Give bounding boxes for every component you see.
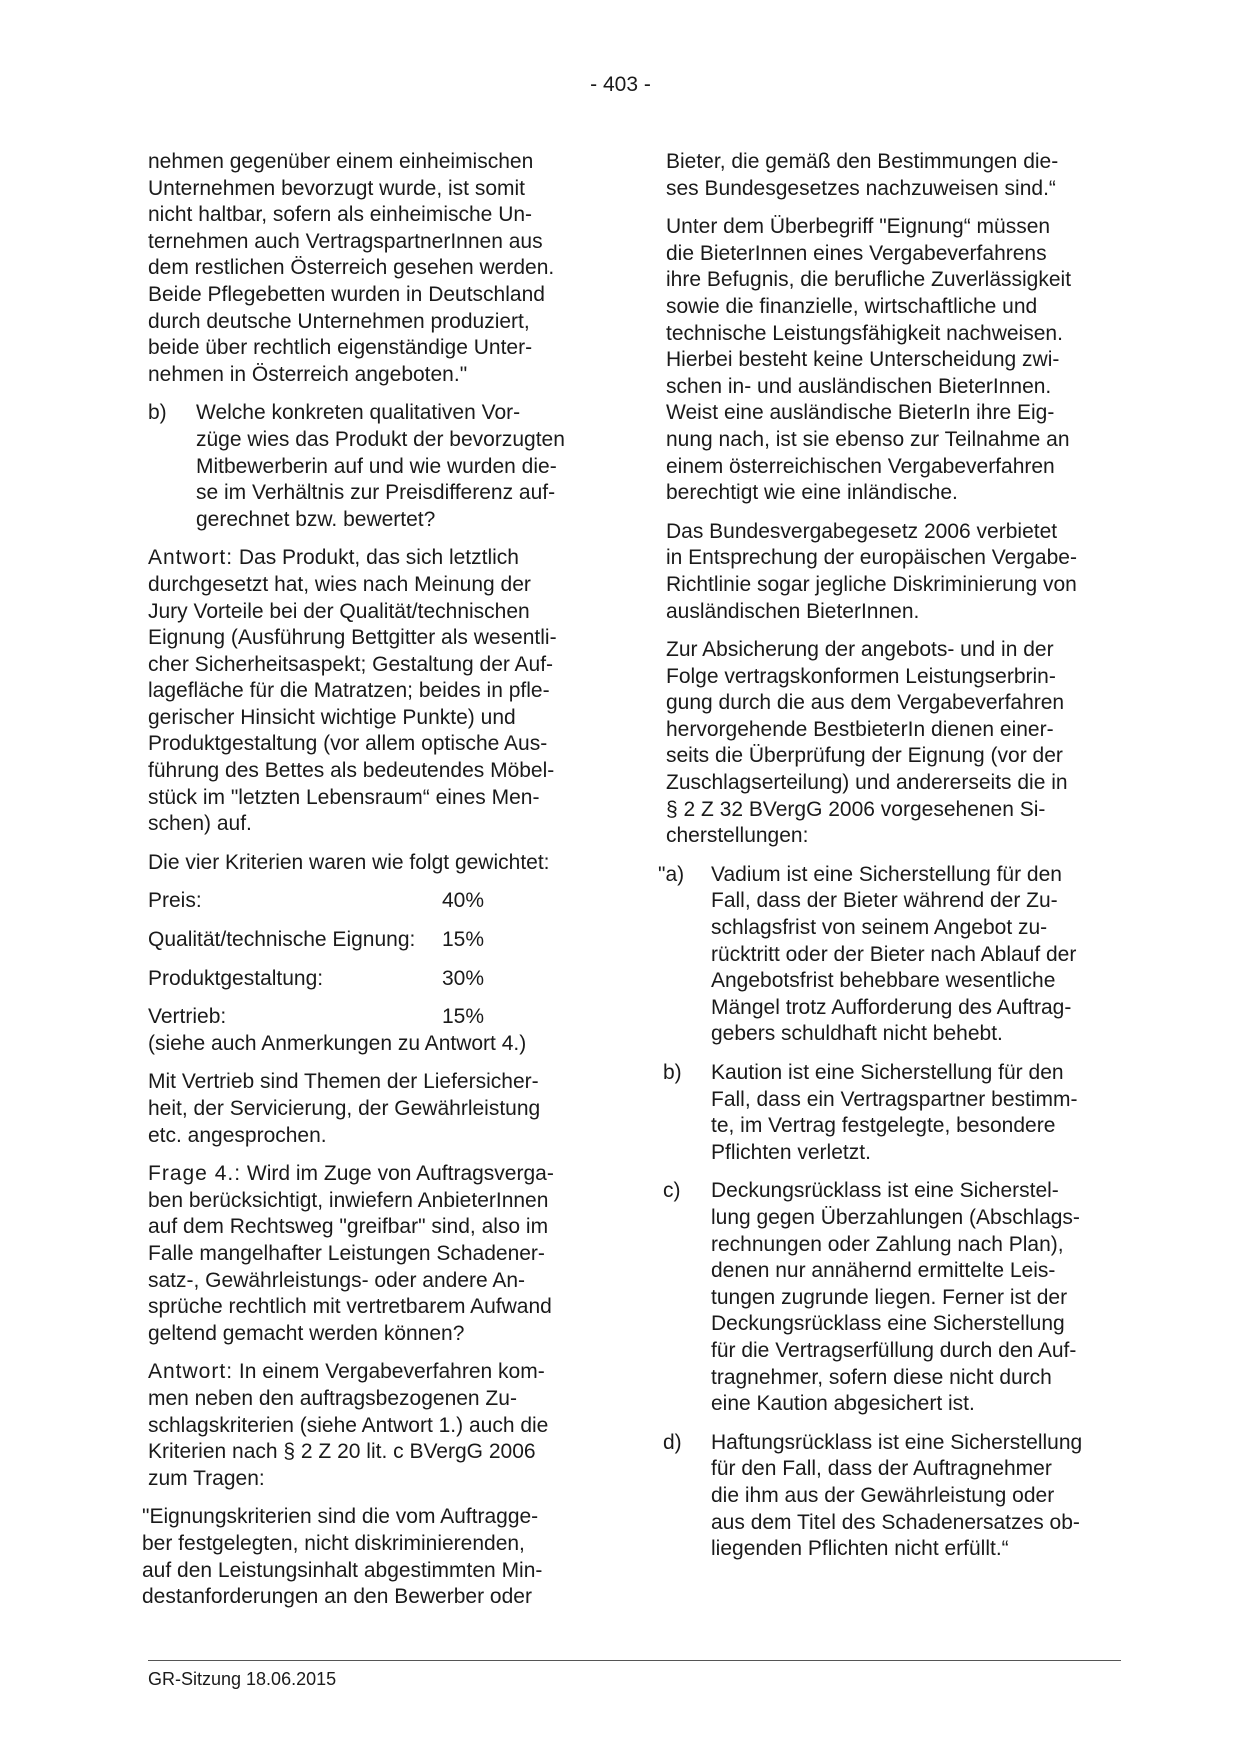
criteria-row (148, 966, 600, 993)
answer-paragraph (148, 1359, 600, 1492)
list-marker: d) (663, 1430, 682, 1454)
answer-label: Antwort: (148, 1360, 234, 1384)
question-text: Wird im Zuge von Auftragsverga- ben berücksichtigt, inwiefern AnbieterInnen auf dem Rechtsweg "greifbar" sind, also im Falle mangelhafter Leistungen Schadener- satz-, Gewährleistungs- oder andere An- sprüche rechtlich mit vertretbarem Aufwand geltend gemacht werden können? (148, 1162, 554, 1345)
criteria-intro: Die vier Kriterien waren wie folgt gewichtet: (148, 850, 550, 874)
question-paragraph (148, 1161, 600, 1347)
answer-paragraph (148, 545, 600, 838)
criteria-label: Preis: (148, 889, 202, 913)
criteria-note: (siehe auch Anmerkungen zu Antwort 4.) (148, 1031, 527, 1055)
answer-text: In einem Vergabeverfahren kom- men neben den auftragsbezogenen Zu- schlagskriterien (siehe Antwort 1.) auch die Kriterien nach § 2 Z 20 lit. c BVergG 2006 zum Tragen: (148, 1360, 549, 1490)
list-item-b (148, 400, 600, 533)
list-marker: c) (663, 1179, 681, 1203)
list-marker: "a) (658, 862, 685, 886)
criteria-row (148, 888, 600, 915)
criteria-row (148, 1004, 600, 1031)
quote-paragraph: "Eignungskriterien sind die vom Auftragge- ber festgelegten, nicht diskriminierenden, auf den Leistungsinhalt abgestimmten Min- destanforderungen an den Bewerber oder (142, 1505, 543, 1609)
list-item-text: Deckungsrücklass ist eine Sicherstel- lung gegen Überzahlungen (Abschlags- rechnungen oder Zahlung nach Plan), denen nur annähernd ermittelte Leis- tungen zugrunde liegen. Ferner ist der Deckungsrücklass eine Sicherstellung für die Vertragserfüllung durch den Auf- tragnehmer, sofern diese nicht durch eine Kaution abgesichert ist. (711, 1179, 1080, 1416)
list-marker: b) (148, 401, 167, 425)
list-item-a (658, 862, 1121, 1048)
footer-divider (148, 1660, 1121, 1661)
criteria-label: Qualität/technische Eignung: (148, 928, 416, 952)
criteria-label: Produktgestaltung: (148, 966, 324, 990)
footer-text: GR-Sitzung 18.06.2015 (148, 1669, 337, 1689)
question-label: Frage 4.: (148, 1162, 242, 1186)
list-item-d (663, 1430, 1121, 1563)
list-item-text: Welche konkreten qualitativen Vor- züge wies das Produkt der bevorzugten Mitbewerberin auf und wie wurden die- se im Verhältnis zur Preisdifferenz auf- gerechnet bzw. bewertet? (196, 401, 565, 531)
right-column (658, 149, 1121, 1575)
criteria-value: 15% (442, 928, 485, 952)
left-column (142, 149, 600, 1623)
paragraph: Bieter, die gemäß den Bestimmungen die- ses Bundesgesetzes nachzuweisen sind.“ (666, 150, 1059, 200)
criteria-row (148, 927, 600, 954)
paragraph: nehmen gegenüber einem einheimischen Unternehmen bevorzugt wurde, ist somit nicht haltbar, sofern als einheimische Un- ternehmen auch VertragspartnerInnen aus dem restlichen Österreich gesehen werden. Beide Pflegebetten wurden in Deutschland durch deutsche Unternehmen produziert, beide über rechtlich eigenständige Unter- nehmen in Österreich angeboten." (148, 150, 555, 386)
list-marker: b) (663, 1061, 682, 1084)
criteria-label: Vertrieb: (148, 1005, 227, 1029)
list-item-text: Haftungsrücklass ist eine Sicherstellung für den Fall, dass der Auftragnehmer die ihm aus der Gewährleistung oder aus dem Titel des Schadenersatzes ob- liegenden Pflichten nicht erfüllt.“ (711, 1430, 1083, 1561)
paragraph: Das Bundesvergabegesetz 2006 verbietet in Entsprechung der europäischen Vergabe- Richtlinie sogar jegliche Diskriminierung von ausländischen BieterInnen. (666, 519, 1077, 623)
paragraph: Unter dem Überbegriff "Eignung“ müssen die BieterInnen eines Vergabeverfahrens ihre Befugnis, die berufliche Zuverlässigkeit sowie die finanzielle, wirtschaftliche und technische Leistungsfähigkeit nachweisen. Hierbei besteht keine Unterscheidung zwi- schen in- und ausländischen BieterInnen. Weist eine ausländische BieterIn ihre Eig- nung nach, ist sie ebenso zur Teilnahme an einem österreichischen Vergabeverfahren berechtigt wie eine inländische. (666, 215, 1072, 505)
list-item-c (663, 1178, 1121, 1417)
page-number: - 403 - (590, 73, 651, 96)
paragraph: Zur Absicherung der angebots- und in der Folge vertragskonformen Leistungserbrin- gung durch die aus dem Vergabeverfahren hervorgehende BestbieterIn dienen einer- seits die Überprüfung der Eignung (vor der Zuschlagserteilung) und andererseits die in § 2 Z 32 BVergG 2006 vorgesehenen Si- cherstellungen: (666, 638, 1068, 848)
criteria-value: 15% (442, 1005, 485, 1029)
answer-label: Antwort: (148, 546, 234, 570)
criteria-value: 40% (442, 889, 485, 913)
criteria-value: 30% (442, 966, 485, 990)
list-item-b (663, 1060, 1121, 1166)
answer-text: Das Produkt, das sich letztlich durchgesetzt hat, wies nach Meinung der Jury Vorteile bei der Qualität/technischen Eignung (Ausführung Bettgitter als wesentli- cher Sicherheitsaspekt; Gestaltung der Auf- lagefläche für die Matratzen; beides in pfle- gerischer Hinsicht wichtige Punkte) und Produktgestaltung (vor allem optische Aus- führung des Bettes als bedeutendes Möbel- stück im "letzten Lebensraum“ eines Men- schen) auf. (148, 546, 557, 836)
paragraph: Mit Vertrieb sind Themen der Liefersicher- heit, der Servicierung, der Gewährleistung etc. angesprochen. (148, 1070, 541, 1147)
list-item-text: Kaution ist eine Sicherstellung für den Fall, dass ein Vertragspartner bestimm- te, im Vertrag festgelegte, besondere Pflichten verletzt. (711, 1061, 1078, 1164)
list-item-text: Vadium ist eine Sicherstellung für den Fall, dass der Bieter während der Zu- schlagsfrist von seinem Angebot zu- rücktritt oder der Bieter nach Ablauf der Angebotsfrist behebbare wesentliche Mängel trotz Aufforderung des Auftrag- gebers schuldhaft nicht behebt. (711, 862, 1077, 1046)
